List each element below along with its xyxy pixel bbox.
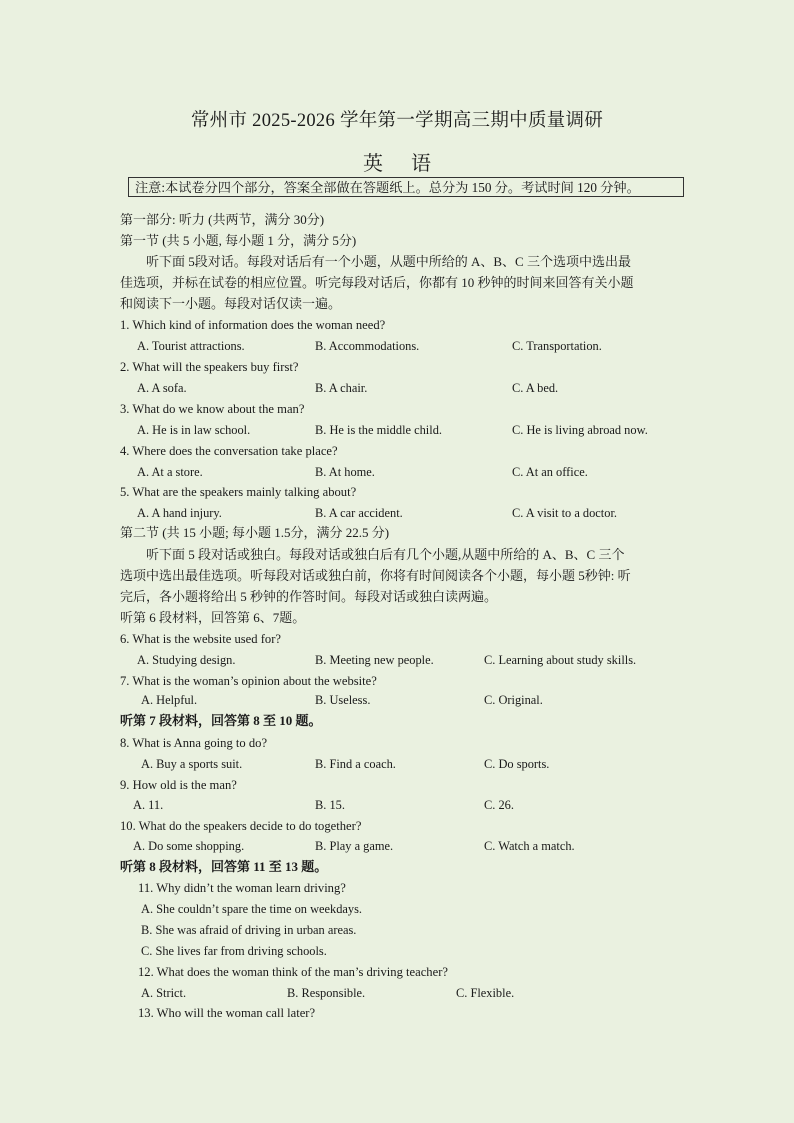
subject-char-2: 语 [411, 153, 431, 175]
option-c: C. 26. [484, 798, 514, 812]
part1-heading: 第一部分: 听力 (共两节，满分 30分) [120, 212, 325, 227]
option-b: B. Play a game. [315, 839, 394, 853]
option-a: A. 11. [133, 798, 164, 812]
subject-char-1: 英 [363, 153, 383, 175]
question-stem: 12. What does the woman think of the man’s driving teacher? [138, 965, 448, 979]
section1-instruction-line-2: 佳选项，并标在试卷的相应位置。听完每段对话后，你都有 10 秒钟的时间来回答有关小题 [120, 275, 634, 290]
question-stem: 13. Who will the woman call later? [138, 1006, 316, 1020]
option-a: A. A hand injury. [137, 506, 222, 520]
question-stem: 9. How old is the man? [120, 778, 237, 792]
section1-instruction-line-1: 听下面 5段对话。每段对话后有一个小题，从题中所给的 A、B、C 三个选项中选出最 [146, 254, 631, 269]
question-stem: 3. What do we know about the man? [120, 402, 305, 416]
option-b: B. Accommodations. [315, 339, 420, 353]
option-a: A. She couldn’t spare the time on weekdays. [141, 902, 363, 916]
option-b: B. 15. [315, 798, 345, 812]
option-a: A. Studying design. [137, 653, 236, 667]
option-b: B. Find a coach. [315, 757, 396, 771]
option-c: C. Learning about study skills. [484, 653, 637, 667]
exam-title: 常州市 2025-2026 学年第一学期高三期中质量调研 [190, 111, 604, 131]
question-stem: 11. Why didn’t the woman learn driving? [138, 881, 346, 895]
option-c: C. At an office. [512, 465, 588, 479]
option-a: A. Do some shopping. [133, 839, 245, 853]
option-c: C. She lives far from driving schools. [141, 944, 327, 958]
material-6-heading: 听第 6 段材料，回答第 6、7题。 [120, 610, 306, 625]
option-c: C. He is living abroad now. [512, 423, 648, 437]
section1-instruction-line-3: 和阅读下一小题。每段对话仅读一遍。 [120, 296, 342, 311]
option-a: A. At a store. [137, 465, 203, 479]
question-stem: 4. Where does the conversation take place? [120, 444, 338, 458]
option-b: B. At home. [315, 465, 375, 479]
exam-notice-box: 注意:本试卷分四个部分，答案全部做在答题纸上。总分为 150 分。考试时间 120 分钟。 [128, 177, 684, 197]
option-c: C. A visit to a doctor. [512, 506, 617, 520]
option-c: C. A bed. [512, 381, 559, 395]
subject-heading [0, 147, 794, 176]
option-a: A. He is in law school. [137, 423, 251, 437]
option-c: C. Watch a match. [484, 839, 575, 853]
question-stem: 2. What will the speakers buy first? [120, 360, 299, 374]
option-b: B. Meeting new people. [315, 653, 434, 667]
question-stem: 1. Which kind of information does the woman need? [120, 318, 386, 332]
question-stem: 8. What is Anna going to do? [120, 736, 268, 750]
section2-instruction-line-3: 完后，各小题将给出 5 秒钟的作答时间。每段对话或独白读两遍。 [120, 589, 498, 604]
section2-instruction-line-2: 选项中选出最佳选项。听每段对话或独白前，你将有时间阅读各个小题，每小题 5秒钟: 听 [120, 568, 631, 583]
option-b: B. Useless. [315, 693, 371, 707]
option-c: C. Flexible. [456, 986, 515, 1000]
material-8-heading: 听第 8 段材料，回答第 11 至 13 题。 [120, 859, 328, 874]
option-c: C. Do sports. [484, 757, 550, 771]
option-a: A. Tourist attractions. [137, 339, 245, 353]
question-stem: 6. What is the website used for? [120, 632, 281, 646]
section2-instruction-line-1: 听下面 5 段对话或独白。每段对话或独白后有几个小题,从题中所给的 A、B、C 三个 [146, 547, 625, 562]
material-7-heading: 听第 7 段材料，回答第 8 至 10 题。 [120, 713, 322, 728]
question-stem: 7. What is the woman’s opinion about the website? [120, 674, 377, 688]
option-a: A. Strict. [141, 986, 187, 1000]
option-a: A. A sofa. [137, 381, 187, 395]
option-a: A. Buy a sports suit. [141, 757, 243, 771]
option-b: B. She was afraid of driving in urban areas. [141, 923, 357, 937]
option-a: A. Helpful. [141, 693, 198, 707]
section1-heading: 第一节 (共 5 小题, 每小题 1 分，满分 5分) [120, 233, 357, 248]
option-b: B. A chair. [315, 381, 368, 395]
question-stem: 10. What do the speakers decide to do together? [120, 819, 362, 833]
option-c: C. Original. [484, 693, 543, 707]
option-b: B. He is the middle child. [315, 423, 442, 437]
option-b: B. Responsible. [287, 986, 366, 1000]
question-stem: 5. What are the speakers mainly talking about? [120, 485, 357, 499]
option-b: B. A car accident. [315, 506, 403, 520]
option-c: C. Transportation. [512, 339, 602, 353]
section2-heading: 第二节 (共 15 小题; 每小题 1.5分，满分 22.5 分) [120, 525, 390, 540]
